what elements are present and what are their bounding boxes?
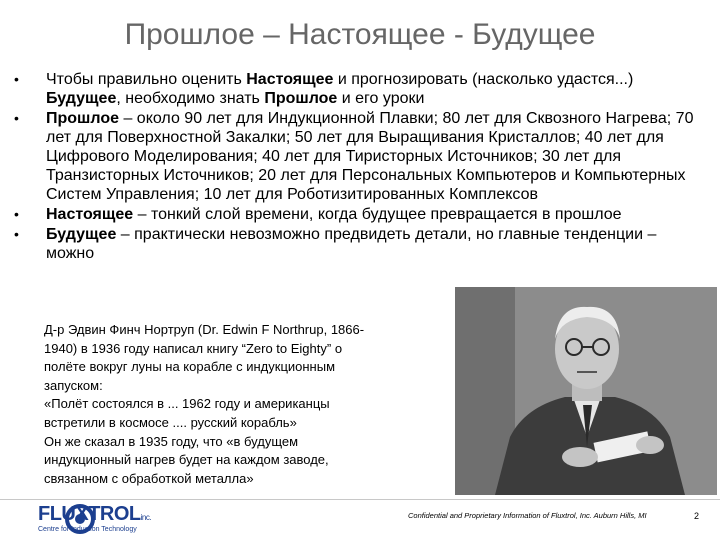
quote-line: Он же сказал в 1935 году, что «в будущем [44, 433, 299, 449]
bullet-marker: • [14, 226, 19, 242]
bullet-keyword: Прошлое [264, 90, 338, 107]
bullet-text: – около 90 лет для Индукционной Плавки; 80 лет для Сквозного Нагрева; 70 лет для Поверхностной Закалки; 50 лет для Выращивания Кристаллов; 40 лет для Цифрового Моделирования; 40 лет для Тиристорных Источников; 30 лет для Транзисторных Источников; 20 лет для Персональных Компьютеров и Компьютерных Систем Управления; 10 лет для Роботизитированных Комплексов [46, 110, 694, 203]
logo-wordmark [38, 503, 151, 526]
bullet-keyword: Прошлое [46, 110, 120, 127]
portrait-photo [455, 287, 717, 495]
quote-line: Д-р Эдвин Финч Нортруп (Dr. Edwin F Northrup, 1866- [44, 322, 365, 337]
bullet-keyword: Будущее [46, 90, 117, 107]
bullet-item [14, 109, 704, 204]
bullet-list [14, 70, 704, 264]
quote-line: 1940) в 1936 году написал книгу “Zero to Eighty” о [44, 340, 343, 356]
bullet-text: и прогнозировать (насколько удастся...) [333, 71, 634, 88]
quote-line: индукционный нагрев будет на каждом заводе, [44, 452, 329, 468]
bullet-text: Чтобы правильно оценить [46, 71, 247, 88]
bullet-text: , необходимо знать [116, 90, 265, 107]
bullet-item [14, 205, 704, 224]
bullet-text: – тонкий слой времени, когда будущее превращается в прошлое [133, 206, 622, 223]
bullet-keyword: Настоящее [46, 206, 134, 223]
quote-line: связанном с обработкой металла» [44, 470, 254, 486]
logo-name: FLUXTROL [38, 503, 141, 525]
bullet-text: и его уроки [337, 90, 425, 107]
confidential-notice: Confidential and Proprietary Information of Fluxtrol, Inc. Auburn Hills, MI [408, 511, 647, 520]
bullet-keyword: Настоящее [246, 71, 334, 88]
quote-block [44, 321, 444, 488]
bullet-marker: • [14, 71, 19, 87]
bullet-marker: • [14, 206, 19, 222]
quote-line: запуском: [44, 377, 103, 393]
portrait-image [455, 287, 717, 495]
quote-line: «Полёт состоялся в ... 1962 году и американцы [44, 396, 330, 412]
logo-tagline: Centre for Induction Technology [38, 526, 137, 533]
slide-title: Прошлое – Настоящее - Будущее [124, 18, 596, 51]
bullet-keyword: Будущее [46, 226, 117, 243]
bullet-item [14, 225, 704, 263]
footer-divider [0, 499, 720, 500]
quote-line: полёте вокруг луны на корабле с индукционным [44, 359, 336, 375]
logo-suffix: inc. [140, 513, 152, 522]
bullet-item [14, 70, 704, 108]
bullet-marker: • [14, 110, 19, 126]
bullet-text: – практически невозможно предвидеть детали, но главные тенденции – можно [46, 226, 657, 262]
quote-line: встретили в космосе .... русский корабль» [44, 414, 297, 430]
page-number: 2 [694, 511, 700, 521]
